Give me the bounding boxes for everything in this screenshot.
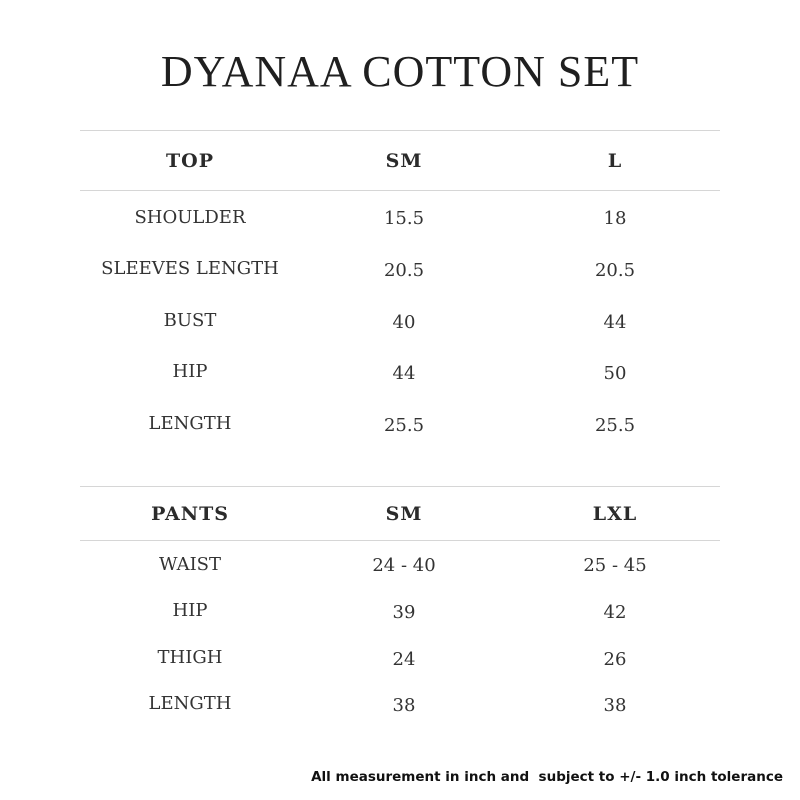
row-label: HIP <box>172 361 208 382</box>
tolerance-note: All measurement in inch and subject to +/- 1.0 inch tolerance <box>311 769 783 785</box>
pants-table-top-divider <box>80 486 720 487</box>
l-value: 20.5 <box>594 260 636 281</box>
sm-value: 20.5 <box>383 260 425 281</box>
top-table-top-divider <box>80 130 720 131</box>
lxl-value: 42 <box>603 602 627 623</box>
lxl-value: 25 - 45 <box>583 555 647 576</box>
pants-header-sm: SM <box>385 503 423 525</box>
row-label: SLEEVES LENGTH <box>101 258 279 279</box>
sm-value: 15.5 <box>383 208 425 229</box>
l-value: 50 <box>603 363 627 384</box>
sm-value: 40 <box>392 312 416 333</box>
top-header-sm: SM <box>385 150 423 172</box>
row-label: SHOULDER <box>134 207 246 228</box>
pants-header-lxl: LXL <box>592 503 638 525</box>
sm-value: 44 <box>392 363 416 384</box>
top-header-l: L <box>607 150 623 172</box>
sm-value: 39 <box>392 602 416 623</box>
pants-table-header-divider <box>80 540 720 541</box>
l-value: 44 <box>603 312 627 333</box>
sm-value: 24 - 40 <box>372 555 436 576</box>
row-label: BUST <box>163 310 217 331</box>
sm-value: 38 <box>392 695 416 716</box>
page-title: DYANAA COTTON SET <box>160 47 640 96</box>
l-value: 18 <box>603 208 627 229</box>
sm-value: 24 <box>392 649 416 670</box>
sm-value: 25.5 <box>383 415 425 436</box>
lxl-value: 26 <box>603 649 627 670</box>
row-label: THIGH <box>157 647 223 668</box>
row-label: WAIST <box>158 554 222 575</box>
row-label: HIP <box>172 600 208 621</box>
top-table-header-divider <box>80 190 720 191</box>
lxl-value: 38 <box>603 695 627 716</box>
l-value: 25.5 <box>594 415 636 436</box>
top-header-category: TOP <box>166 150 214 172</box>
pants-header-category: PANTS <box>151 503 229 525</box>
row-label: LENGTH <box>148 413 232 434</box>
row-label: LENGTH <box>148 693 232 714</box>
